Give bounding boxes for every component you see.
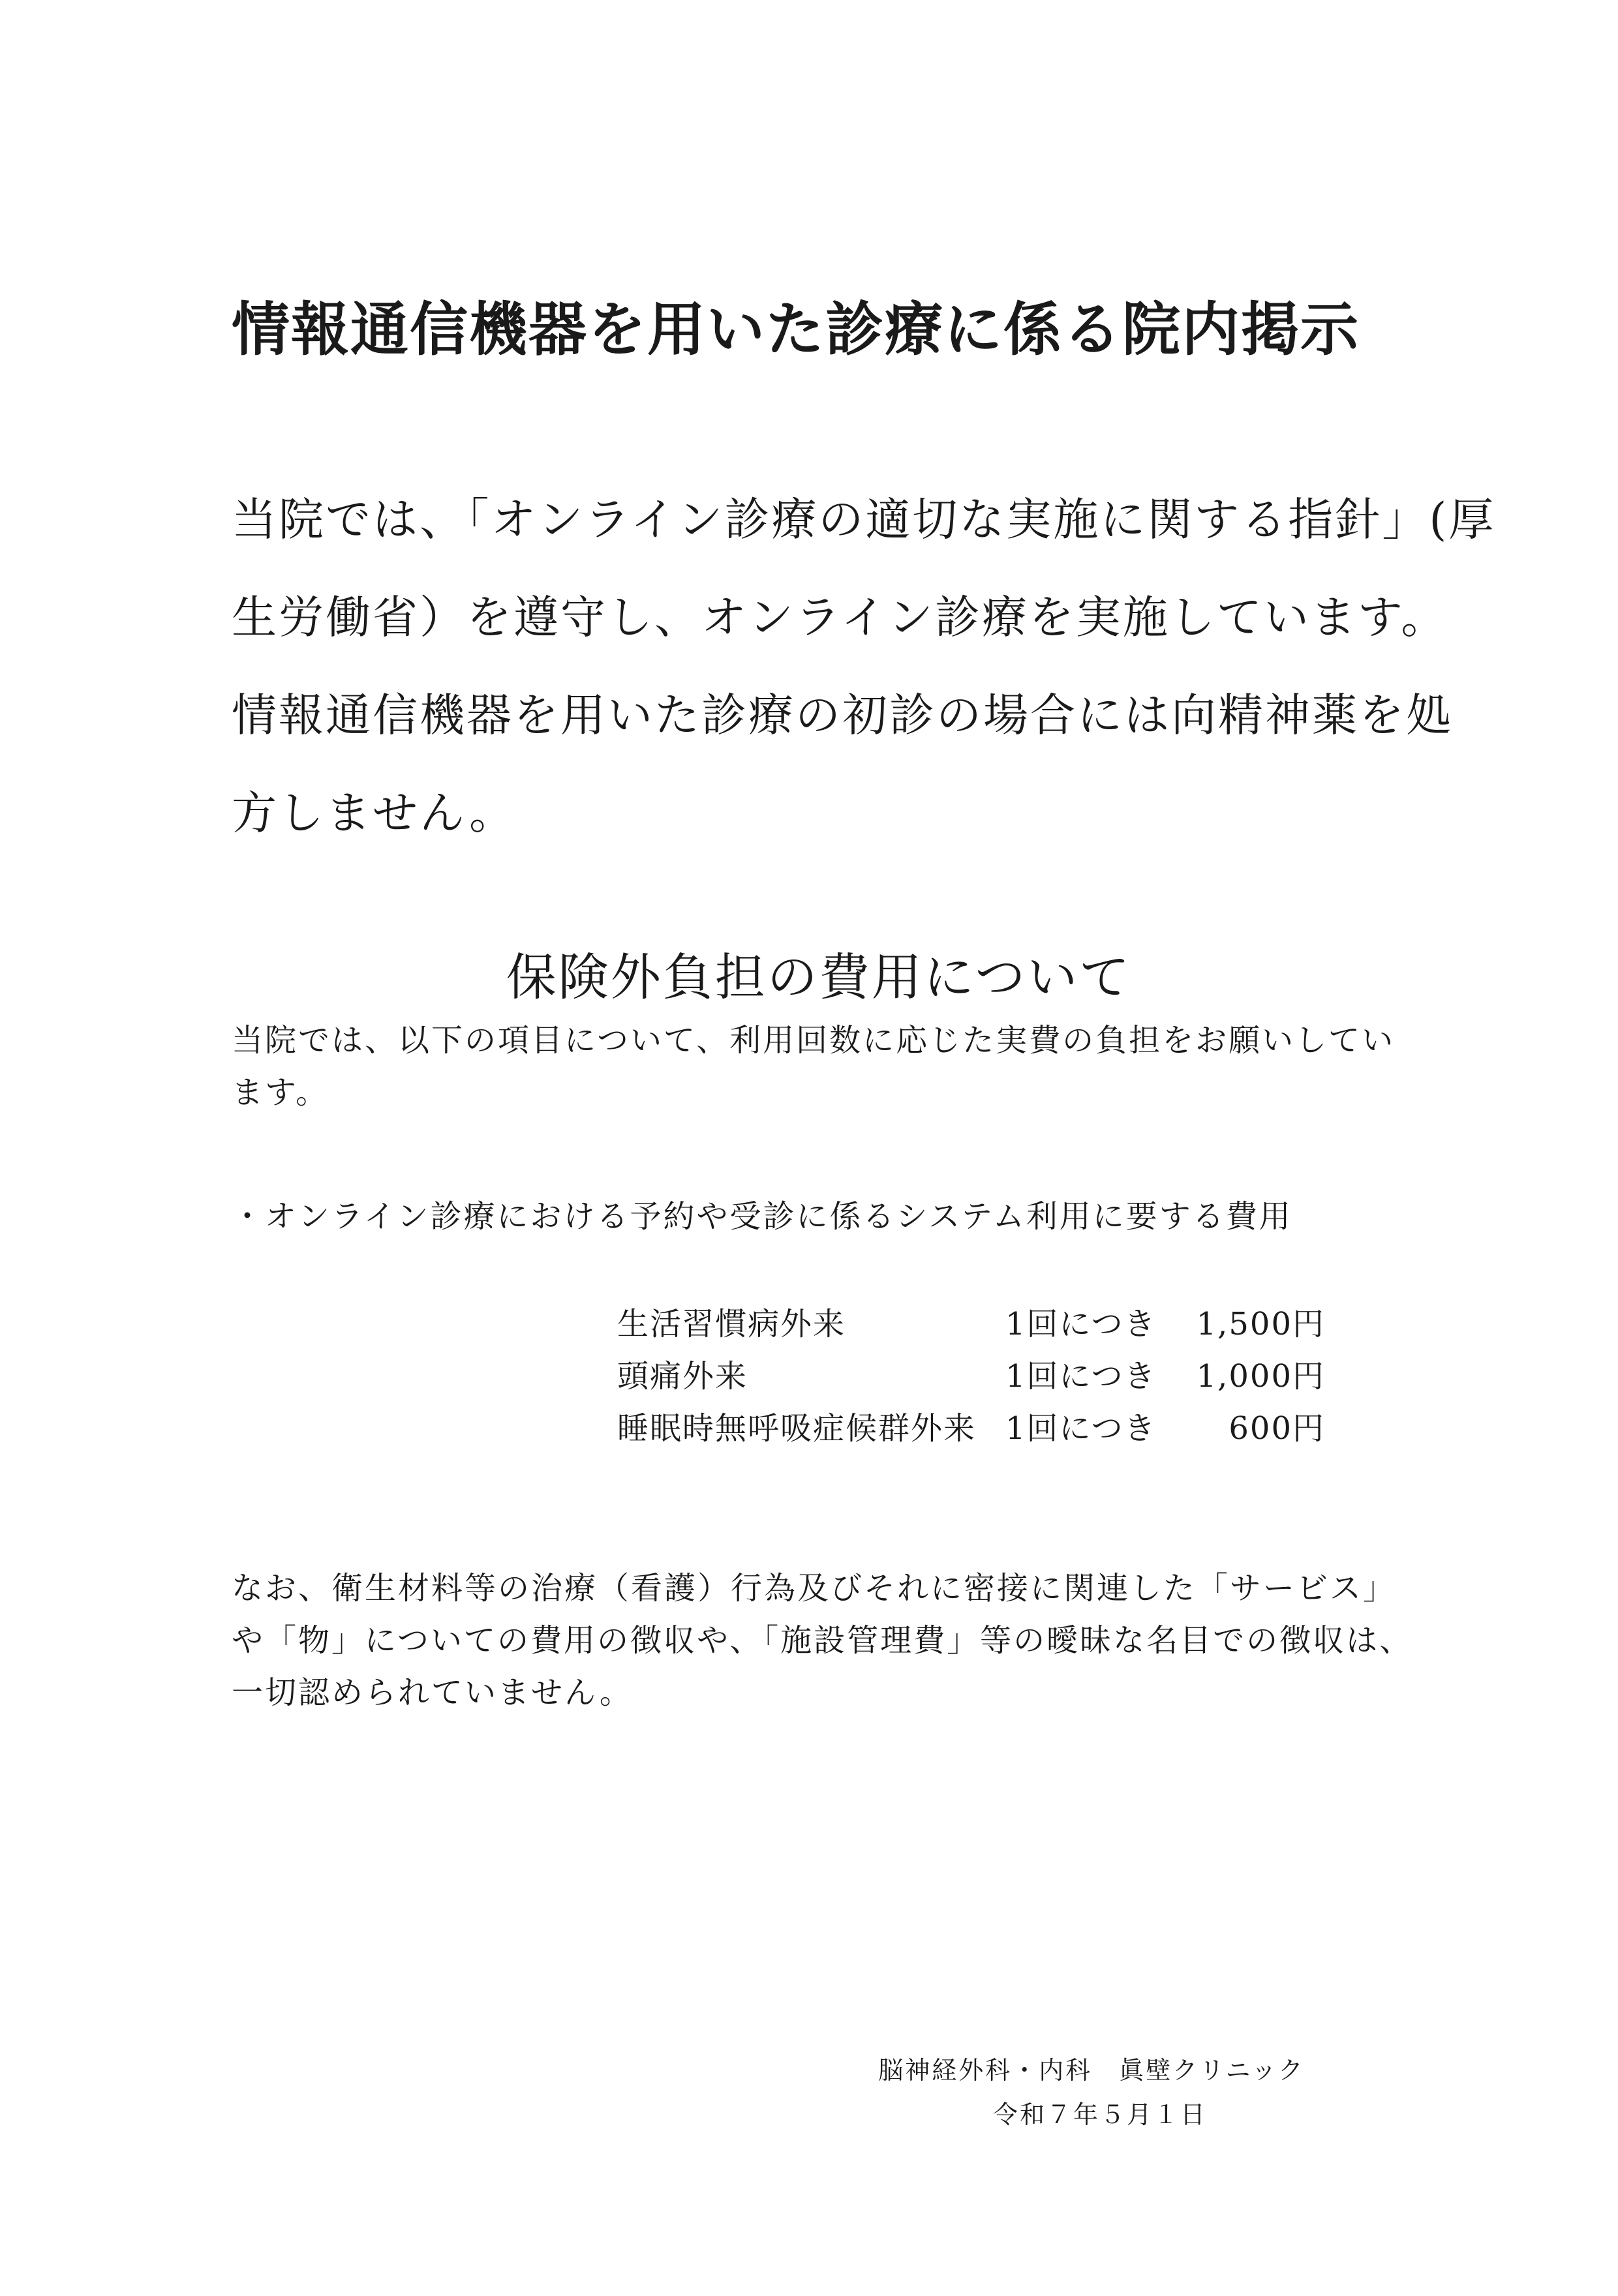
- note-line: や「物」についての費用の徴収や、「施設管理費」等の曖昧な名目での徴収は、: [232, 1622, 1413, 1659]
- fee-price: 600円: [1229, 1410, 1325, 1447]
- fee-unit: 1回につき: [1005, 1305, 1157, 1342]
- fee-table: [617, 1295, 1325, 1451]
- fee-item-name: 睡眠時無呼吸症候群外来: [617, 1410, 977, 1447]
- fee-unit: 1回につき: [1005, 1357, 1157, 1395]
- intro-line: 生労働省）を遵守し、オンライン診療を実施しています。: [232, 592, 1448, 644]
- intro-paragraph: [232, 471, 1496, 862]
- fees-intro-paragraph: [232, 1014, 1406, 1119]
- signature-block: [783, 2048, 1344, 2137]
- fees-bullet-item: [232, 1190, 1406, 1243]
- intro-line: 情報通信機器を用いた診療の初診の場合には向精神薬を処: [232, 689, 1453, 742]
- note-paragraph: [232, 1562, 1413, 1719]
- fees-section-heading: 保険外負担の費用について: [506, 949, 1132, 1007]
- fee-item-name: 生活習慣病外来: [617, 1305, 846, 1342]
- fee-unit: 1回につき: [1005, 1410, 1157, 1447]
- clinic-name: 脳神経外科・内科 眞壁クリニック: [878, 2056, 1305, 2085]
- fees-intro-line: ます。: [232, 1074, 329, 1111]
- page-title: 情報通信機器を用いた診療に係る院内掲示: [232, 295, 1360, 363]
- fee-price: 1,500円: [1196, 1305, 1325, 1342]
- fees-intro-line: 当院では、以下の項目について、利用回数に応じた実費の負担をお願いしてい: [232, 1022, 1396, 1059]
- fee-row: [617, 1295, 1325, 1347]
- fee-item-name: 頭痛外来: [617, 1357, 748, 1395]
- fee-row: [617, 1399, 1325, 1451]
- intro-line: 方しません。: [232, 787, 517, 839]
- note-line: 一切認められていません。: [232, 1674, 633, 1711]
- fee-price: 1,000円: [1196, 1357, 1325, 1395]
- bullet-text: ・オンライン診療における予約や受診に係るシステム利用に要する費用: [232, 1198, 1292, 1235]
- note-line: なお、衛生材料等の治療（看護）行為及びそれに密接に関連した「サービス」: [232, 1570, 1397, 1607]
- fee-row: [617, 1347, 1325, 1399]
- intro-line: 当院では、「オンライン診療の適切な実施に関する指針」(厚: [232, 494, 1496, 546]
- issue-date: 令和７年５月１日: [992, 2100, 1207, 2129]
